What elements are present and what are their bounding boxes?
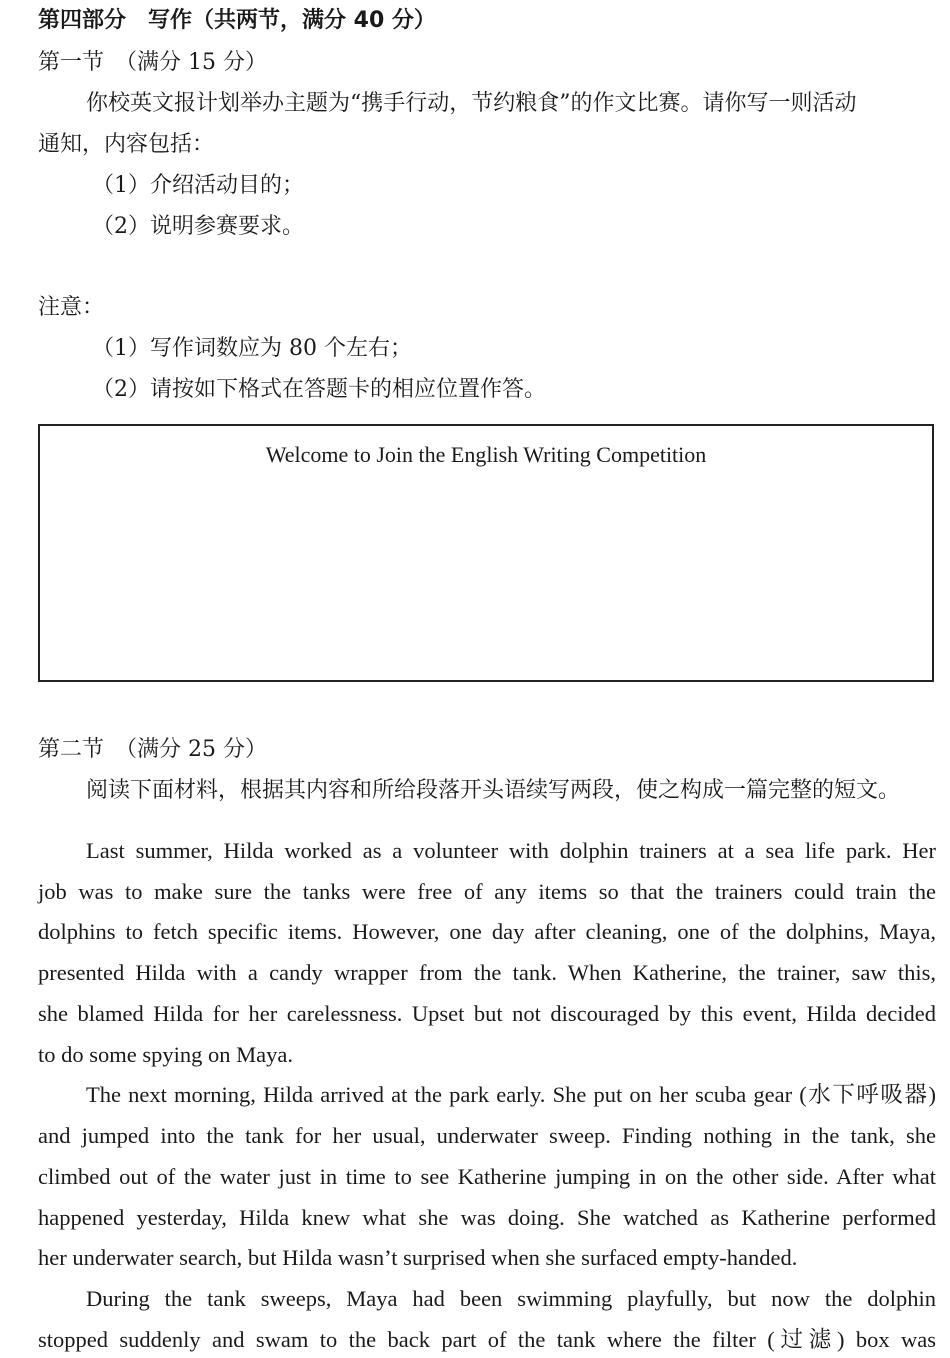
note-2: （2）请按如下格式在答题卡的相应位置作答。 <box>92 377 546 402</box>
part4-heading: 第四部分 写作（共两节，满分 40 分） <box>38 8 436 33</box>
section1-heading: 第一节 （满分 15 分） <box>38 50 267 75</box>
section2-heading: 第二节 （满分 25 分） <box>38 737 267 762</box>
section2-instruction: 阅读下面材料，根据其内容和所给段落开头语续写两段，使之构成一篇完整的短文。 <box>86 778 901 803</box>
passage-line: The next morning, Hilda arrived at the park early. She put on her scuba gear (水下呼吸器) <box>86 1082 936 1107</box>
box-title: Welcome to Join the English Writing Competition <box>265 442 707 467</box>
passage-line: presented Hilda with a candy wrapper from the tank. When Katherine, the trainer, saw this, <box>38 960 936 985</box>
section1-prompt-line2: 通知，内容包括： <box>38 132 215 157</box>
passage-line: happened yesterday, Hilda knew what she was doing. She watched as Katherine performed <box>38 1205 936 1230</box>
passage-line: climbed out of the water just in time to see Katherine jumping in on the other side. After what <box>38 1164 936 1189</box>
answer-format-box <box>38 424 934 682</box>
passage-line: and jumped into the tank for her usual, underwater sweep. Finding nothing in the tank, she <box>38 1123 936 1148</box>
passage-line: her underwater search, but Hilda wasn’t surprised when she surfaced empty-handed. <box>38 1245 798 1270</box>
passage-line: job was to make sure the tanks were free of any items so that the trainers could train the <box>38 879 936 904</box>
passage-line: she blamed Hilda for her carelessness. Upset but not discouraged by this event, Hilda decided <box>38 1001 936 1026</box>
passage-line: During the tank sweeps, Maya had been swimming playfully, but now the dolphin <box>86 1286 936 1311</box>
note-1: （1）写作词数应为 80 个左右； <box>92 336 412 361</box>
passage-line: dolphins to fetch specific items. However, one day after cleaning, one of the dolphins, Maya, <box>38 919 936 944</box>
passage-line: stopped suddenly and swam to the back part of the tank where the filter (过滤) box was <box>38 1327 936 1352</box>
passage-line: Last summer, Hilda worked as a volunteer with dolphin trainers at a sea life park. Her <box>86 838 936 863</box>
passage-line: to do some spying on Maya. <box>38 1042 293 1067</box>
section1-prompt-line1: 你校英文报计划举办主题为“携手行动，节约粮食”的作文比赛。请你写一则活动 <box>86 91 857 116</box>
notes-heading: 注意： <box>38 295 105 320</box>
section1-item-2: （2）说明参赛要求。 <box>92 214 304 239</box>
section1-item-1: （1）介绍活动目的； <box>92 173 304 198</box>
